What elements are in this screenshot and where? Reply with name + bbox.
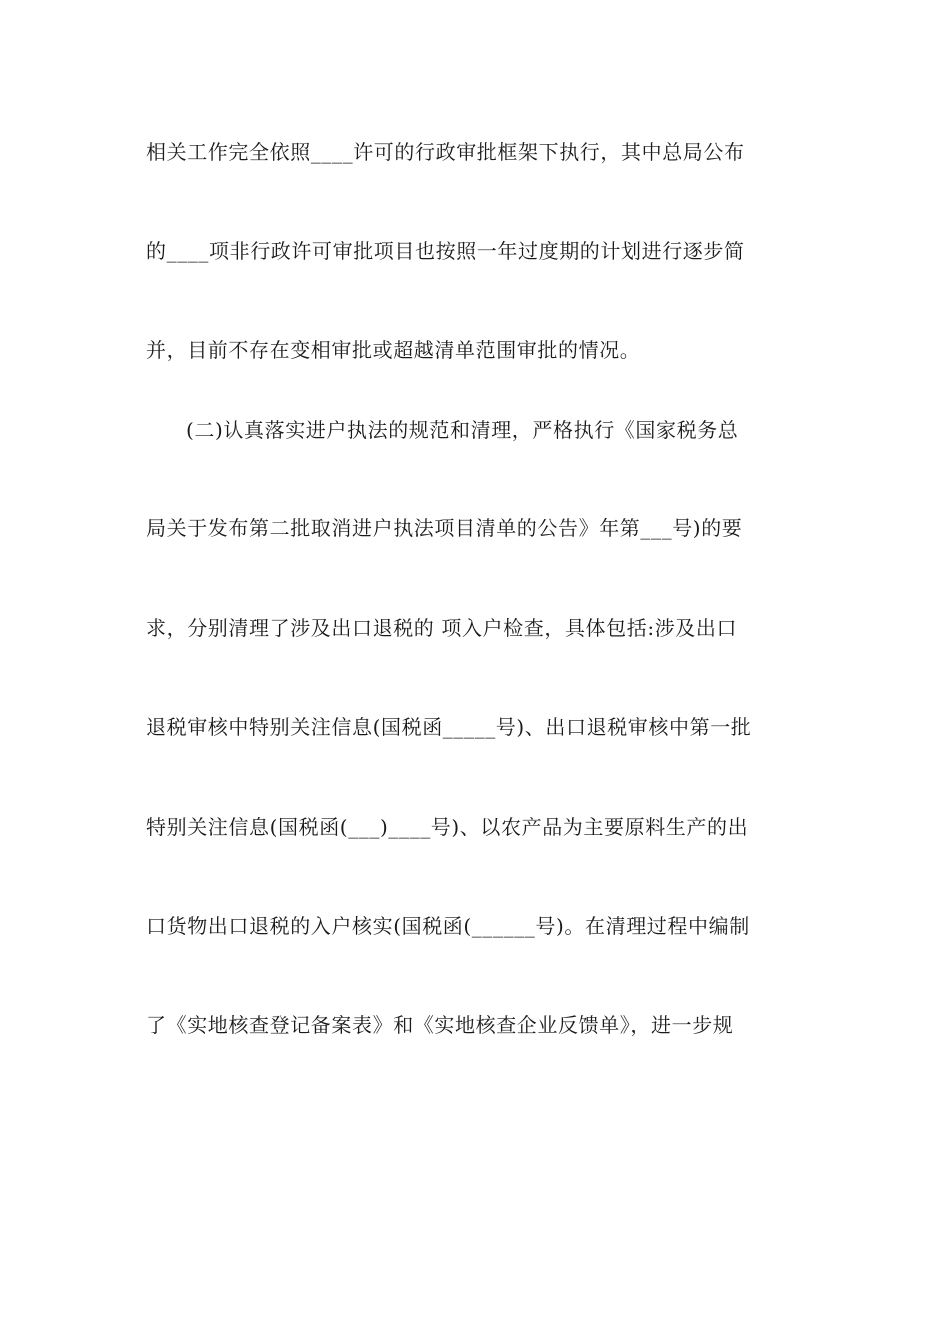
text-line-10: 了《实地核查登记备案表》和《实地核查企业反馈单》，进一步规 [146,1013,734,1037]
text-line-9: 口货物出口退税的入户核实(国税函(______号)。在清理过程中编制 [146,914,750,938]
text-line-3: 并，目前不存在变相审批或超越清单范围审批的情况。 [146,338,641,362]
text-line-1: 相关工作完全依照____许可的行政审批框架下执行，其中总局公布 [146,140,745,164]
text-line-8: 特别关注信息(国税函(___)____号)、以农产品为主要原料生产的出 [146,815,749,839]
paragraph-2-line-1: (二)认真落实进户执法的规范和清理，严格执行《国家税务总 [186,418,739,442]
text-line-2: 的____项非行政许可审批项目也按照一年过度期的计划进行逐步简 [146,239,745,263]
text-line-7: 退税审核中特别关注信息(国税函_____号)、出口退税审核中第一批 [146,715,752,739]
text-line-5: 局关于发布第二批取消进户执法项目清单的公告》年第___号)的要 [146,516,743,540]
text-line-6: 求，分别清理了涉及出口退税的 项入户检查，具体包括:涉及出口 [146,616,738,640]
